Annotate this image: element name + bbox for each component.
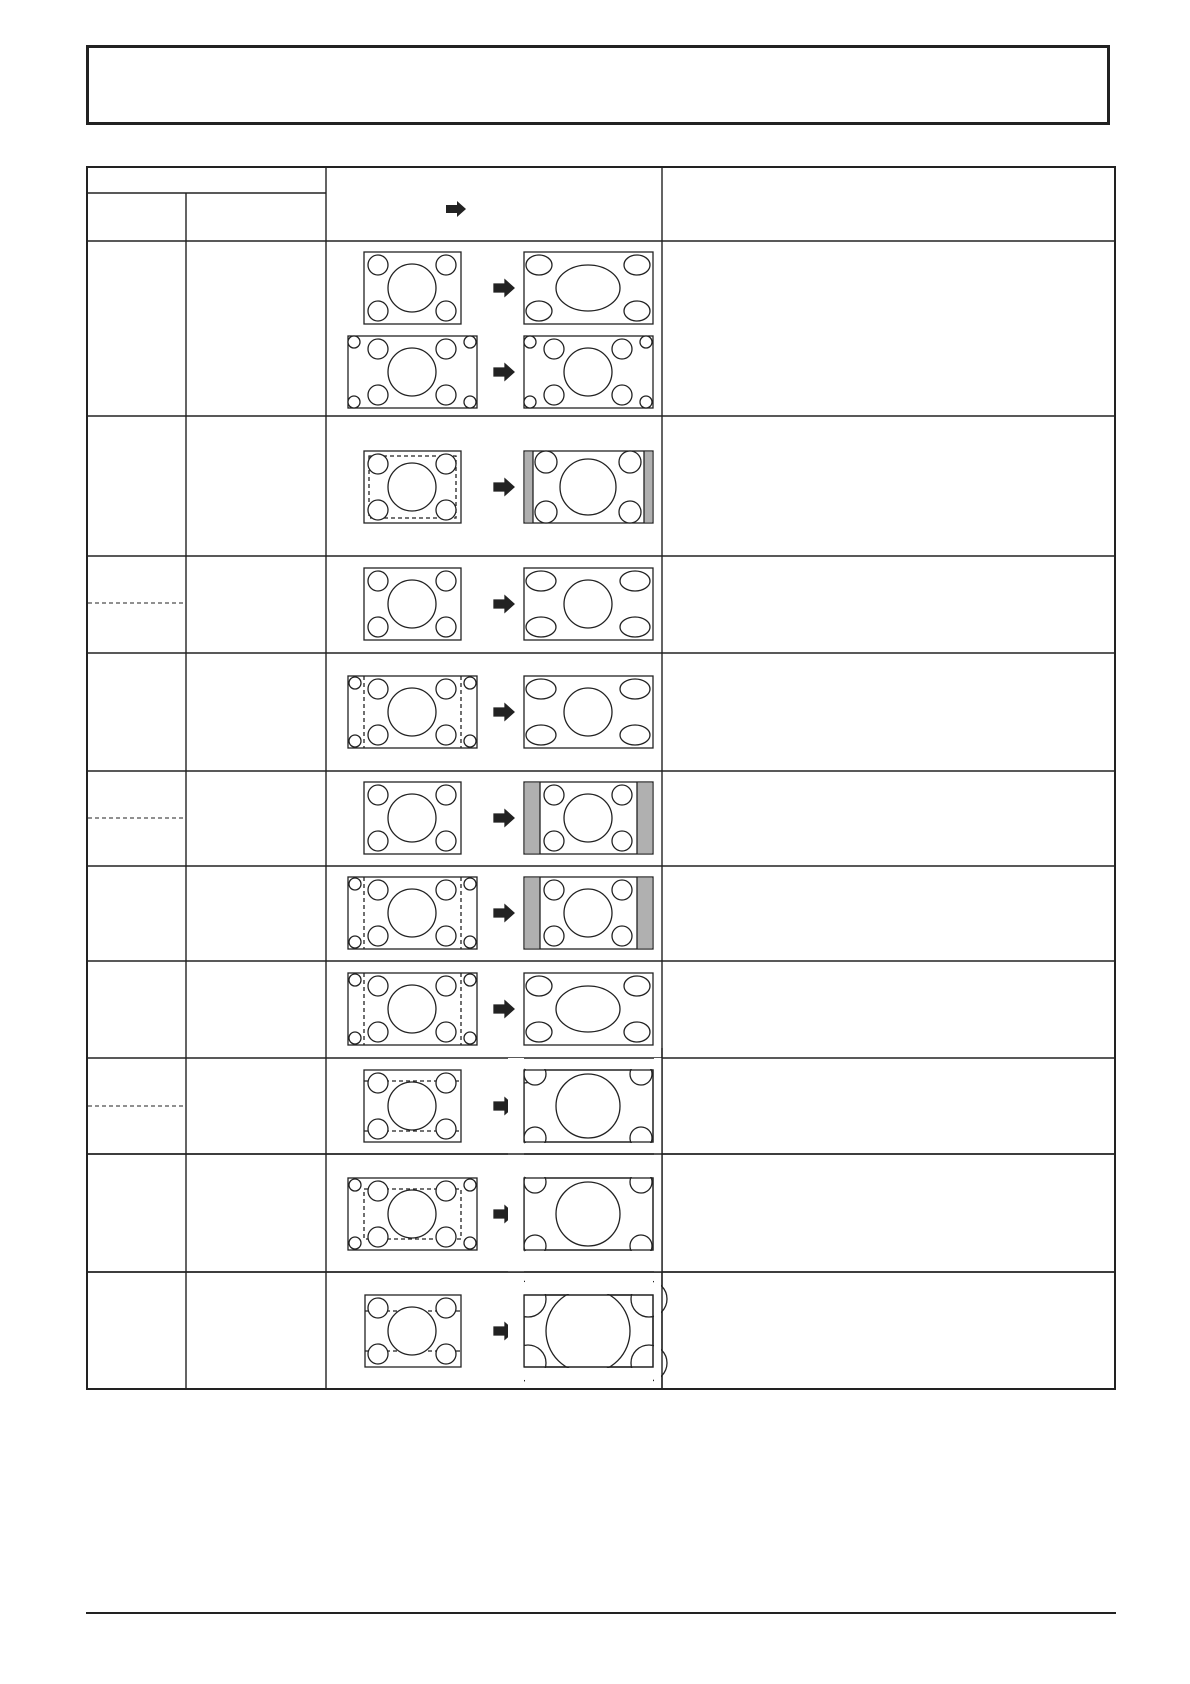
right-arrow-icon — [494, 704, 514, 720]
row-4-diagram — [348, 676, 653, 748]
right-arrow-icon — [494, 364, 514, 380]
right-arrow-icon — [494, 810, 514, 826]
row-7-diagram — [348, 973, 653, 1045]
row-9-diagram — [348, 1171, 653, 1257]
row-5-diagram — [364, 782, 653, 854]
aspect-table-drawing — [88, 168, 1114, 1388]
row-1-diagram — [348, 252, 653, 408]
right-arrow-icon — [446, 201, 466, 217]
footer-rule — [86, 1612, 1116, 1614]
row-6-diagram — [348, 877, 653, 949]
right-arrow-icon — [494, 479, 514, 495]
right-arrow-icon — [494, 596, 514, 612]
row-2-diagram — [364, 451, 653, 523]
right-arrow-icon — [494, 905, 514, 921]
page-title-box — [86, 45, 1110, 125]
row-3-diagram — [364, 568, 653, 640]
right-arrow-icon — [494, 1001, 514, 1017]
aspect-mode-table — [86, 166, 1116, 1390]
right-arrow-icon — [494, 280, 514, 296]
split-cell-dividers — [88, 603, 186, 1106]
